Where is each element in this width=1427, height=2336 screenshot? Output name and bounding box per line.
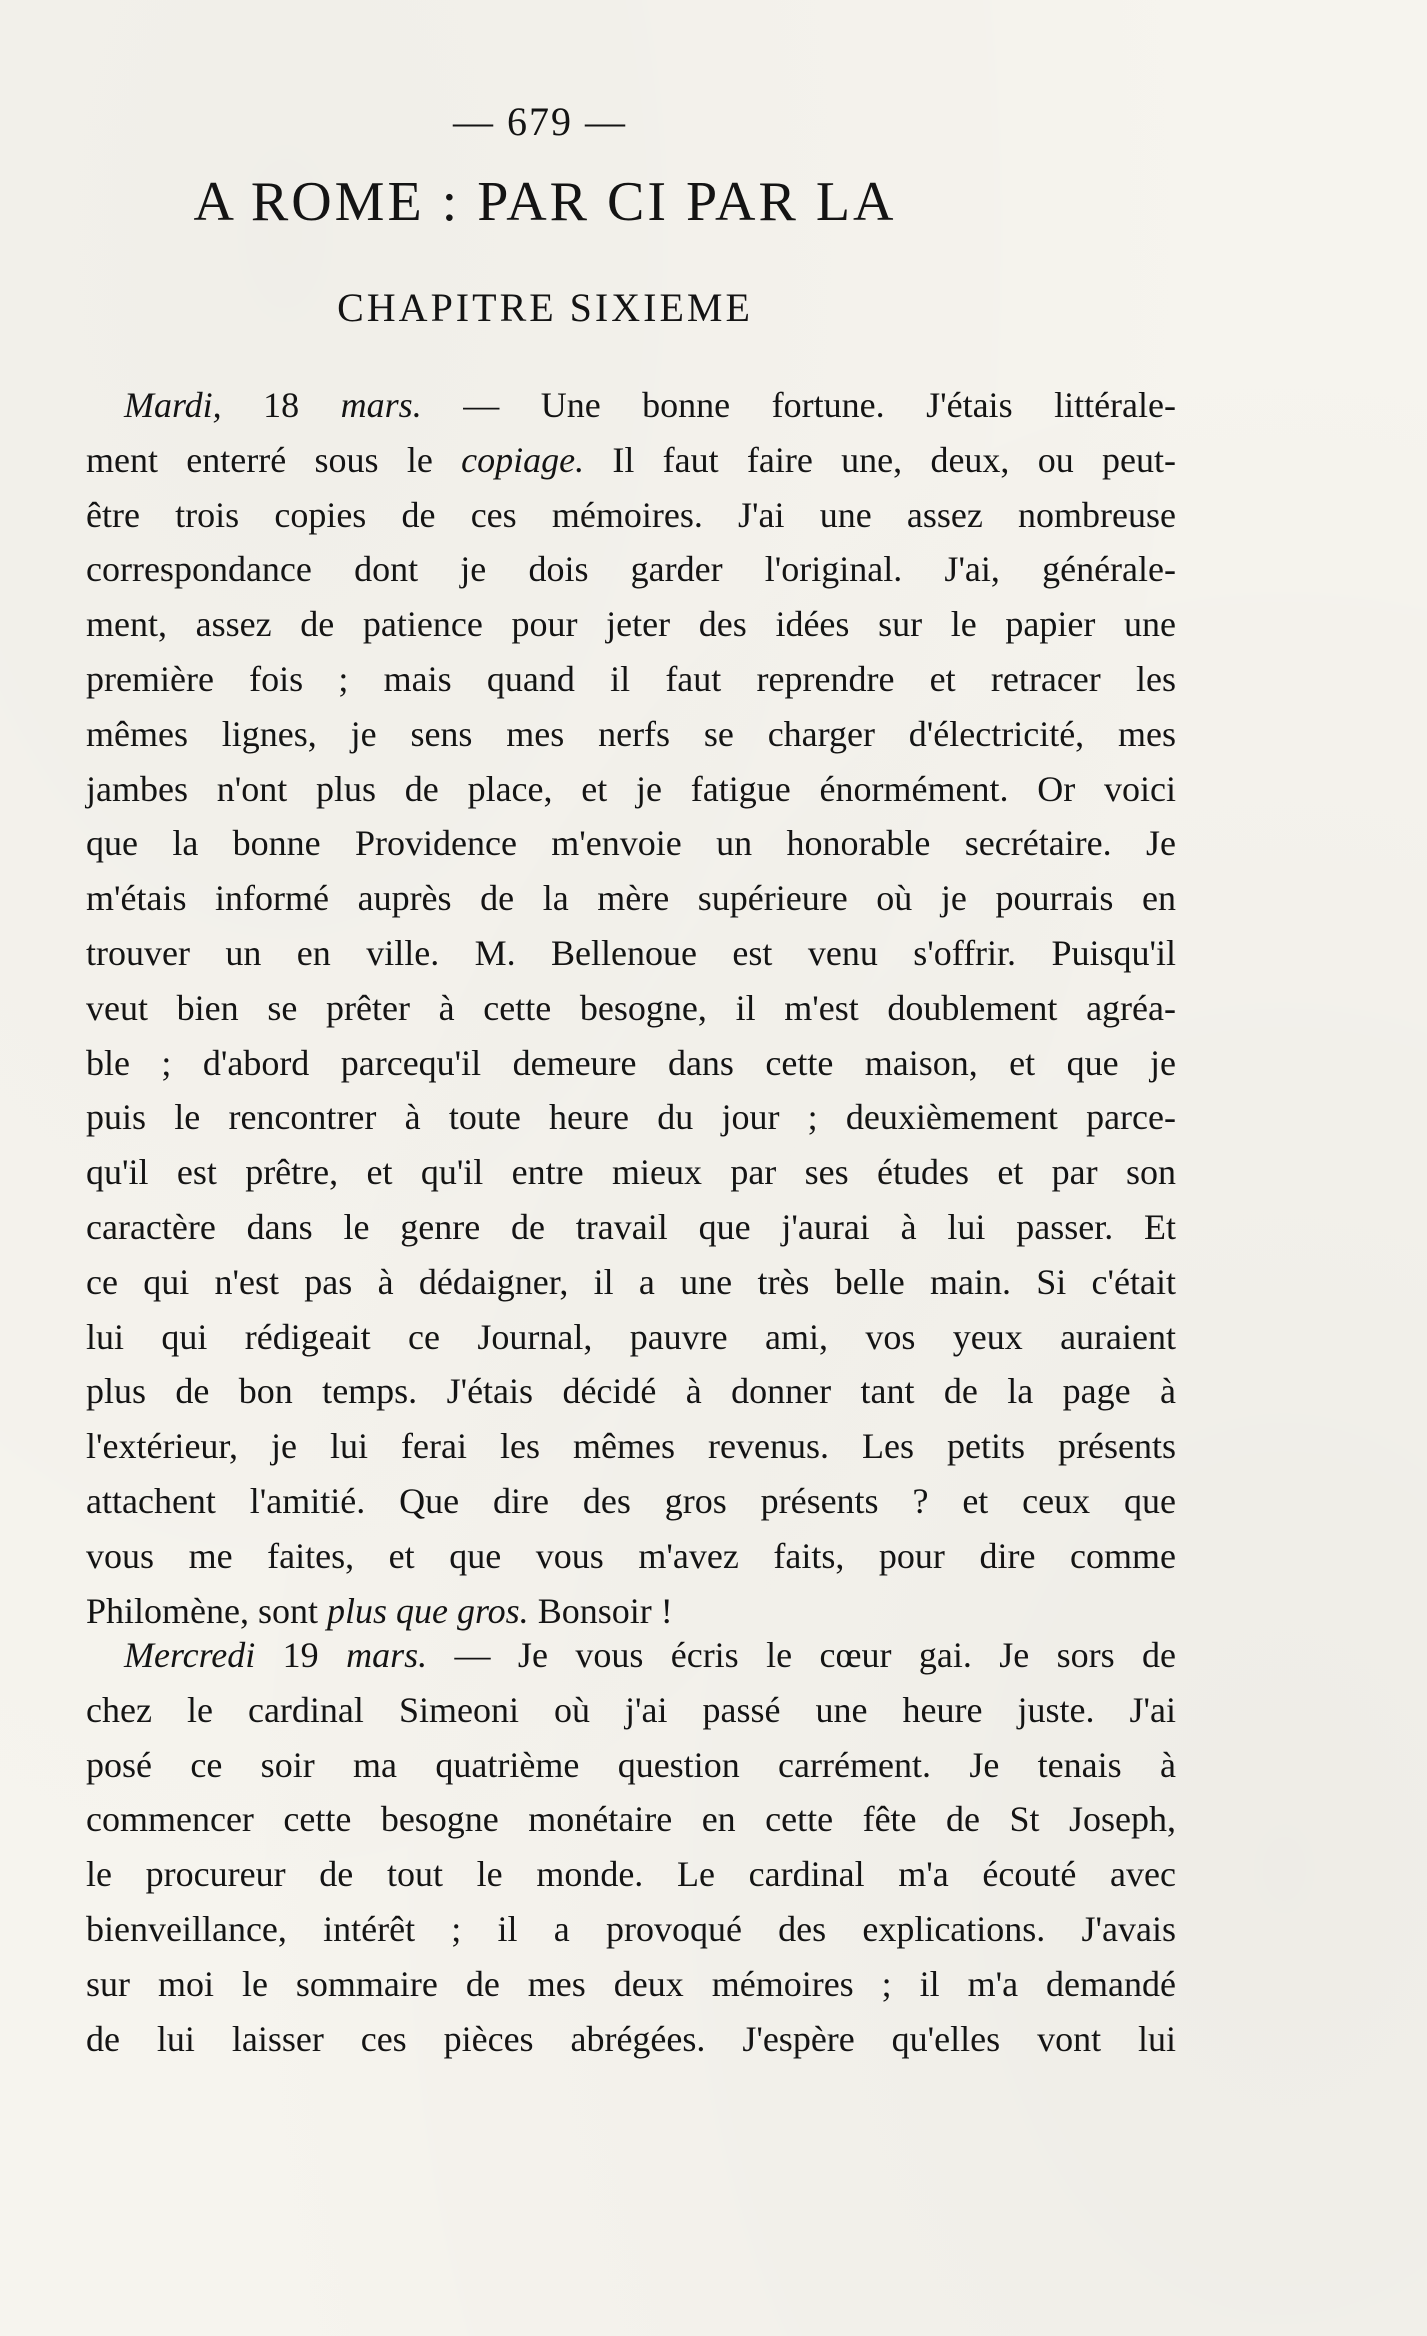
entry-date-num: 18 [221, 385, 341, 425]
entry-date-num: 19 [255, 1635, 347, 1675]
text-line [86, 433, 1176, 488]
text-line: attachent l'amitié. Que dire des gros présents ? et ceux que [86, 1480, 1176, 1521]
entry-date-month: mars. [346, 1635, 428, 1675]
journal-entry-mercredi [86, 1628, 1176, 2066]
text-line: ble ; d'abord parcequ'il demeure dans cette maison, et que je [86, 1042, 1176, 1083]
text-line: qu'il est prêtre, et qu'il entre mieux par ses études et par son [86, 1152, 1176, 1193]
text-line: bienveillance, intérêt ; il a provoqué des explications. J'avais [86, 1908, 1176, 1949]
entry-date-day: Mercredi [124, 1635, 256, 1675]
text-segment: Bonsoir ! [528, 1590, 673, 1631]
text-line: ment, assez de patience pour jeter des idées sur le papier une [86, 604, 1176, 645]
journal-entry-mardi [86, 378, 1176, 1638]
entry-date-month: mars. [340, 385, 422, 425]
entry-date-day: Mardi, [124, 385, 222, 425]
text-line: être trois copies de ces mémoires. J'ai une assez nombreuse [86, 494, 1176, 535]
text-line: de lui laisser ces pièces abrégées. J'espère qu'elles vont lui [86, 2018, 1176, 2059]
text-line: ce qui n'est pas à dédaigner, il a une très belle main. Si c'était [86, 1261, 1176, 1302]
text-line: lui qui rédigeait ce Journal, pauvre ami, vos yeux auraient [86, 1316, 1176, 1357]
text-line [86, 378, 1176, 433]
text-segment: Il faut faire une, deux, ou peut- [584, 439, 1176, 480]
text-line: sur moi le sommaire de mes deux mémoires ; il m'a demandé [86, 1963, 1176, 2004]
emphasis-plus-que-gros: plus que gros. [327, 1590, 529, 1631]
text-line: veut bien se prêter à cette besogne, il m'est doublement agréa- [86, 987, 1176, 1028]
text-segment: Philomène, sont [86, 1590, 327, 1631]
text-line: commencer cette besogne monétaire en cette fête de St Joseph, [86, 1799, 1176, 1840]
text-line: mêmes lignes, je sens mes nerfs se charger d'électricité, mes [86, 713, 1176, 754]
text-line: trouver un en ville. M. Bellenoue est venu s'offrir. Puisqu'il [86, 932, 1176, 973]
text-line: jambes n'ont plus de place, et je fatigue énormément. Or voici [86, 768, 1176, 809]
text-line [86, 1628, 1176, 1683]
page-number: — 679 — [453, 99, 627, 144]
chapter-heading: CHAPITRE SIXIEME [337, 285, 753, 330]
text-line: première fois ; mais quand il faut reprendre et retracer les [86, 658, 1176, 699]
text-line: vous me faites, et que vous m'avez faits, pour dire comme [86, 1535, 1176, 1576]
text-segment: — Une bonne fortune. J'étais littérale- [421, 385, 1176, 425]
text-line: chez le cardinal Simeoni où j'ai passé une heure juste. J'ai [86, 1689, 1176, 1730]
text-segment: ment enterré sous le [86, 439, 462, 480]
emphasis-copiage: copiage. [461, 439, 585, 480]
text-line: posé ce soir ma quatrième question carrément. Je tenais à [86, 1744, 1176, 1785]
text-line: que la bonne Providence m'envoie un honorable secrétaire. Je [86, 823, 1176, 864]
text-line: le procureur de tout le monde. Le cardinal m'a écouté avec [86, 1854, 1176, 1895]
text-line: m'étais informé auprès de la mère supérieure où je pourrais en [86, 878, 1176, 919]
page-title: A ROME : PAR CI PAR LA [193, 171, 897, 233]
text-line: correspondance dont je dois garder l'original. J'ai, générale- [86, 549, 1176, 590]
text-line: caractère dans le genre de travail que j'aurai à lui passer. Et [86, 1206, 1176, 1247]
text-segment: — Je vous écris le cœur gai. Je sors de [427, 1635, 1177, 1675]
text-line: l'extérieur, je lui ferai les mêmes revenus. Les petits présents [86, 1426, 1176, 1467]
text-line: plus de bon temps. J'étais décidé à donner tant de la page à [86, 1371, 1176, 1412]
text-line: puis le rencontrer à toute heure du jour ; deuxièmement parce- [86, 1097, 1176, 1138]
